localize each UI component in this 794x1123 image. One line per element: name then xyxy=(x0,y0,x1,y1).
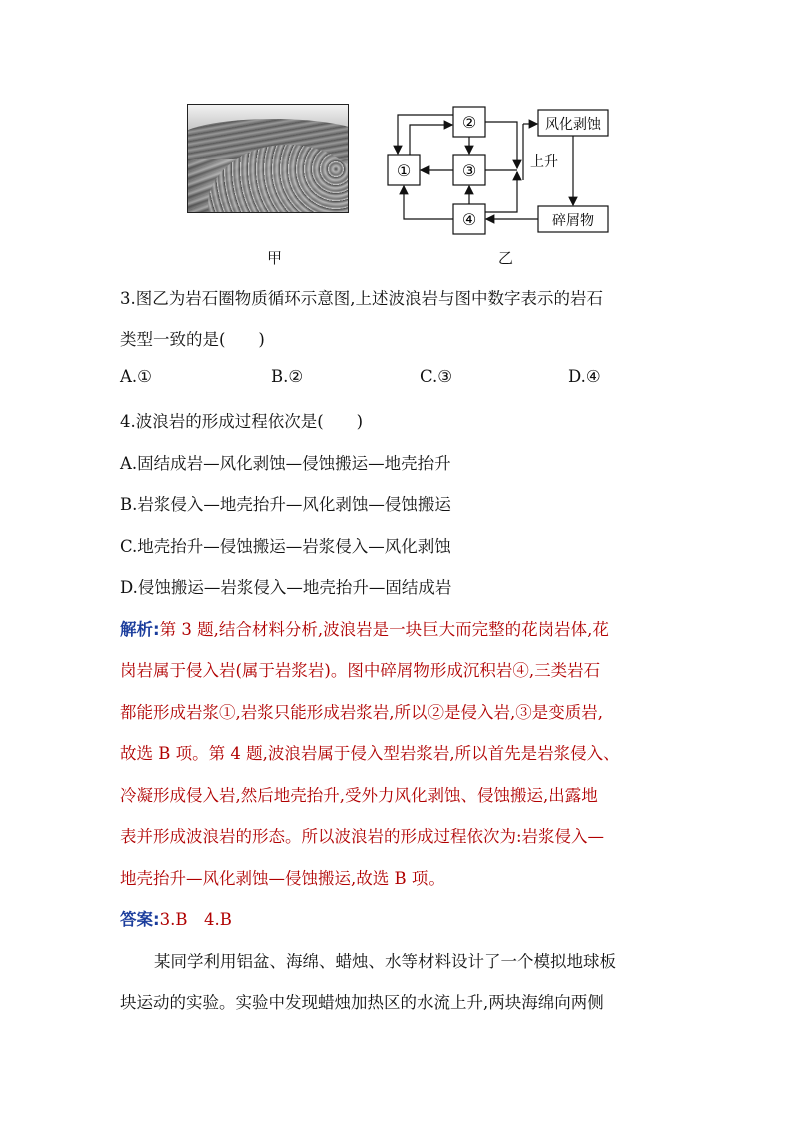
debris-label: 碎屑物 xyxy=(552,213,594,229)
q4-option-d: D.侵蚀搬运—岩浆侵入—地壳抬升—固结成岩 xyxy=(120,578,452,597)
node-1-label: ① xyxy=(396,161,412,180)
answer-text: 3.B 4.B xyxy=(159,910,232,929)
caption-right: 乙 xyxy=(498,249,514,267)
weathering-label: 风化剥蚀 xyxy=(545,117,601,133)
wave-rock-photo xyxy=(187,104,349,213)
answer-label: 答案: xyxy=(120,910,160,929)
analysis-line-5: 冷凝形成侵入岩,然后地壳抬升,受外力风化剥蚀、侵蚀搬运,出露地 xyxy=(120,786,598,805)
q4-stem: 4.波浪岩的形成过程依次是( ) xyxy=(120,412,364,431)
q3-option-a: A.① xyxy=(120,367,152,386)
analysis-line-4: 故选 B 项。第 4 题,波浪岩属于侵入型岩浆岩,所以首先是岩浆侵入、 xyxy=(120,744,620,763)
analysis-line-3: 都能形成岩浆①,岩浆只能形成岩浆岩,所以②是侵入岩,③是变质岩, xyxy=(120,703,603,722)
uplift-label: 上升 xyxy=(530,154,558,170)
q4-option-a: A.固结成岩—风化剥蚀—侵蚀搬运—地壳抬升 xyxy=(120,454,451,473)
node-3-label: ③ xyxy=(461,161,477,180)
answer-line xyxy=(120,906,232,930)
node-2-label: ② xyxy=(461,113,477,132)
passage-line-2: 块运动的实验。实验中发现蜡烛加热区的水流上升,两块海绵向两侧 xyxy=(120,993,604,1012)
q3-stem-line1: 3.图乙为岩石圈物质循环示意图,上述波浪岩与图中数字表示的岩石 xyxy=(120,289,603,308)
analysis-line-7: 地壳抬升—风化剥蚀—侵蚀搬运,故选 B 项。 xyxy=(120,869,445,888)
q3-stem-line2: 类型一致的是( ) xyxy=(120,330,265,349)
caption-left: 甲 xyxy=(267,249,283,267)
rock-cycle-diagram xyxy=(380,100,620,240)
analysis-line-1: 解析:第 3 题,结合材料分析,波浪岩是一块巨大而完整的花岗岩体,花 xyxy=(120,620,609,639)
q4-option-c: C.地壳抬升—侵蚀搬运—岩浆侵入—风化剥蚀 xyxy=(120,537,451,556)
analysis-line-2: 岗岩属于侵入岩(属于岩浆岩)。图中碎屑物形成沉积岩④,三类岩石 xyxy=(120,661,601,680)
q3-option-d: D.④ xyxy=(568,367,601,386)
q4-option-b: B.岩浆侵入—地壳抬升—风化剥蚀—侵蚀搬运 xyxy=(120,495,451,514)
analysis-line-6: 表并形成波浪岩的形态。所以波浪岩的形成过程依次为:岩浆侵入— xyxy=(120,827,605,846)
passage-line-1: 某同学利用铝盆、海绵、蜡烛、水等材料设计了一个模拟地球板 xyxy=(154,952,616,971)
q3-option-c: C.③ xyxy=(420,367,453,386)
q3-option-b: B.② xyxy=(271,367,304,386)
node-4-label: ④ xyxy=(461,210,477,229)
analysis-label: 解析: xyxy=(120,620,160,639)
